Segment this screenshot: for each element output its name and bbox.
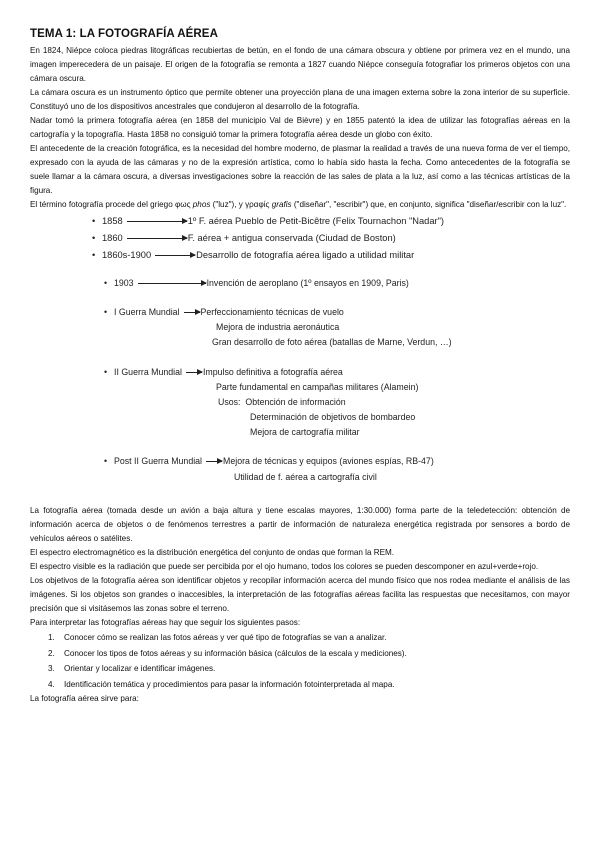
ww1-detail-industria: Mejora de industria aeronáutica xyxy=(216,322,340,332)
arrow-right-icon xyxy=(206,461,222,462)
paragraph-etymology xyxy=(30,198,570,212)
list-item-text: Orientar y localizar e identificar imágenes. xyxy=(64,664,216,673)
bullet-icon: • xyxy=(92,233,96,243)
list-item xyxy=(48,646,570,662)
timeline-row-1860 xyxy=(92,233,396,243)
arrow-right-icon xyxy=(127,238,187,239)
etymology-grafis-greek: γραφίς xyxy=(245,200,270,209)
bullet-icon: • xyxy=(104,307,108,317)
paragraph-niepce: En 1824, Niépce coloca piedras litográficas recubiertas de betún, en el fondo de una cámara obscura y obtiene por primera vez en el mundo, una imagen imperecedera de un paisaje. El origen de la fotografía se remonta a 1827 cuando Niépce conseguía fotografiar los primeros objetos con una cámara oscura. xyxy=(30,46,570,83)
timeline-year: 1860 xyxy=(102,233,123,243)
list-item-text: Identificación temática y procedimientos para pasar la información fotointerpretada al mapa. xyxy=(64,679,395,689)
timeline-text: Desarrollo de fotografía aérea ligado a utilidad militar xyxy=(196,250,415,260)
etymology-phos-word: phos xyxy=(192,200,211,209)
list-item-number: 2. xyxy=(48,648,55,658)
post-ww2-detail-civil: Utilidad de f. aérea a cartografía civil xyxy=(234,472,377,482)
list-item xyxy=(48,661,570,677)
timeline-label: I Guerra Mundial xyxy=(114,307,180,317)
etymology-end: ("diseñar", "escribir") que, en conjunto, significa "diseñar/escribir con la luz". xyxy=(291,200,567,209)
arrow-right-icon xyxy=(127,221,187,222)
etymology-phos-meaning: ("luz"), y xyxy=(210,200,246,209)
ww2-detail-bombardeo: Determinación de objetivos de bombardeo xyxy=(250,412,416,422)
timeline-label: II Guerra Mundial xyxy=(114,367,182,377)
timeline-row-1858 xyxy=(92,216,444,226)
timeline-year: 1860s-1900 xyxy=(102,250,152,260)
paragraph-nadar: Nadar tomó la primera fotografía aérea (en 1858 del municipio Val de Bièvre) y en 1855 patentó la idea de utilizar las fotografías aéreas en la cartografía y la topografía. Hasta 1858 no consiguió tomar la primera fotografía aérea desde un globo con éxito. xyxy=(30,116,570,139)
paragraph-sirve-para: La fotografía aérea sirve para: xyxy=(30,694,139,703)
timeline-label: Post II Guerra Mundial xyxy=(114,456,203,466)
page-title: TEMA 1: LA FOTOGRAFÍA AÉREA xyxy=(30,28,218,40)
timeline-year: 1858 xyxy=(102,216,123,226)
timeline-text: Impulso definitiva a fotografía aérea xyxy=(202,367,343,377)
paragraph-pasos-intro: Para interpretar las fotografías aéreas hay que seguir los siguientes pasos: xyxy=(30,618,301,627)
etymology-phos-greek: φως xyxy=(174,200,191,209)
timeline-row-ww1 xyxy=(104,307,344,317)
timeline-text: Invención de aeroplano (1º ensayos en 1909, Paris) xyxy=(206,278,409,288)
bullet-icon: • xyxy=(92,250,96,260)
list-item-text: Conocer los tipos de fotos aéreas y su información básica (cálculos de la escala y mediciones). xyxy=(64,648,407,658)
list-item-number: 3. xyxy=(48,664,55,673)
paragraph-espectro-electromagnetico: El espectro electromagnético es la distribución energética del conjunto de ondas que forman la REM. xyxy=(30,548,395,557)
timeline-year: 1903 xyxy=(114,278,134,288)
ww2-detail-campanas: Parte fundamental en campañas militares (Alamein) xyxy=(216,382,419,392)
bullet-icon: • xyxy=(104,278,108,288)
timeline-text: Perfeccionamiento técnicas de vuelo xyxy=(200,307,344,317)
paragraph-antecedente: El antecedente de la creación fotográfica, es la necesidad del hombre moderno, de plasmar la realidad a través de una nueva forma de ver el tiempo, expresado con la ayuda de las cámaras y no de la expresión artística, como lo había sido hasta la fecha. Como antecedentes de la fotografía se suele llamar a la cámara oscura, a diversas investigaciones sobre la reacción de las sales de plata a la luz, así como a las técnicas artísticas de la figura. xyxy=(30,144,570,195)
arrow-right-icon xyxy=(155,255,195,256)
timeline-row-ww2 xyxy=(104,367,343,377)
timeline-text: F. aérea + antigua conservada (Ciudad de Boston) xyxy=(187,233,396,243)
timeline-text: Mejora de técnicas y equipos (aviones espías, RB-47) xyxy=(223,456,434,466)
etymology-grafis-word: grafis xyxy=(271,200,292,209)
history-timeline-diagram xyxy=(30,212,570,504)
list-item xyxy=(48,630,570,646)
arrow-right-icon xyxy=(184,312,200,313)
list-item-text: Conocer cómo se realizan las fotos aéreas y ver qué tipo de fotografías se van a analizar. xyxy=(64,633,387,642)
bullet-icon: • xyxy=(104,456,108,466)
steps-list xyxy=(30,630,570,692)
list-item xyxy=(48,677,570,693)
timeline-text: 1º F. aérea Pueblo de Petit-Bicêtre (Felix Tournachon "Nadar") xyxy=(187,216,445,226)
timeline-row-1860s xyxy=(92,250,414,260)
bullet-icon: • xyxy=(104,367,108,377)
bullet-icon: • xyxy=(92,216,96,226)
ww2-detail-usos xyxy=(218,397,346,407)
timeline-row-1903 xyxy=(104,278,409,288)
paragraph-objetivos: Los objetivos de la fotografía aérea son identificar objetos y recopilar información acerca del mundo físico que nos rodea mediante el análisis de las imágenes. Si los objetos son grandes o inaccesibles, la interpretación de las fotografías aéreas facilita las respuestas que necesitamos, con mayor precisión que si visitásemos las zonas sobre el terreno. xyxy=(30,576,570,613)
list-item-number: 1. xyxy=(48,633,55,642)
ww2-usos-informacion: Obtención de información xyxy=(245,397,346,407)
paragraph-espectro-visible: El espectro visible es la radiación que puede ser percibida por el ojo humano, todos los colores se pueden descomponer en azul+verde+rojo. xyxy=(30,562,539,571)
timeline-row-post-ww2 xyxy=(104,456,434,466)
paragraph-teledeteccion: La fotografía aérea (tomada desde un avión a baja altura y tiene escalas mayores, 1:30.000) forma parte de la teledetección: obtención de información acerca de objetos o de fenómenos terrestres a partir de información de naturaleza energética registrada por sensores a bordo de vehículos aéreos o satélites. xyxy=(30,506,570,543)
ww1-detail-desarrollo: Gran desarrollo de foto aérea (batallas de Marne, Verdun, …) xyxy=(212,337,452,347)
paragraph-camara-oscura: La cámara oscura es un instrumento óptico que permite obtener una proyección plana de una imagen externa sobre la zona interior de su superficie. Constituyó uno de los dispositivos ancestrales que condujeron al desarrollo de la fotografía. xyxy=(30,88,570,111)
ww2-usos-label: Usos: xyxy=(218,397,241,407)
etymology-start: El término fotografía procede del griego xyxy=(30,200,175,209)
list-item-number: 4. xyxy=(48,679,55,689)
arrow-right-icon xyxy=(186,372,202,373)
arrow-right-icon xyxy=(138,283,206,284)
ww2-detail-cartografia: Mejora de cartografía militar xyxy=(250,427,360,437)
